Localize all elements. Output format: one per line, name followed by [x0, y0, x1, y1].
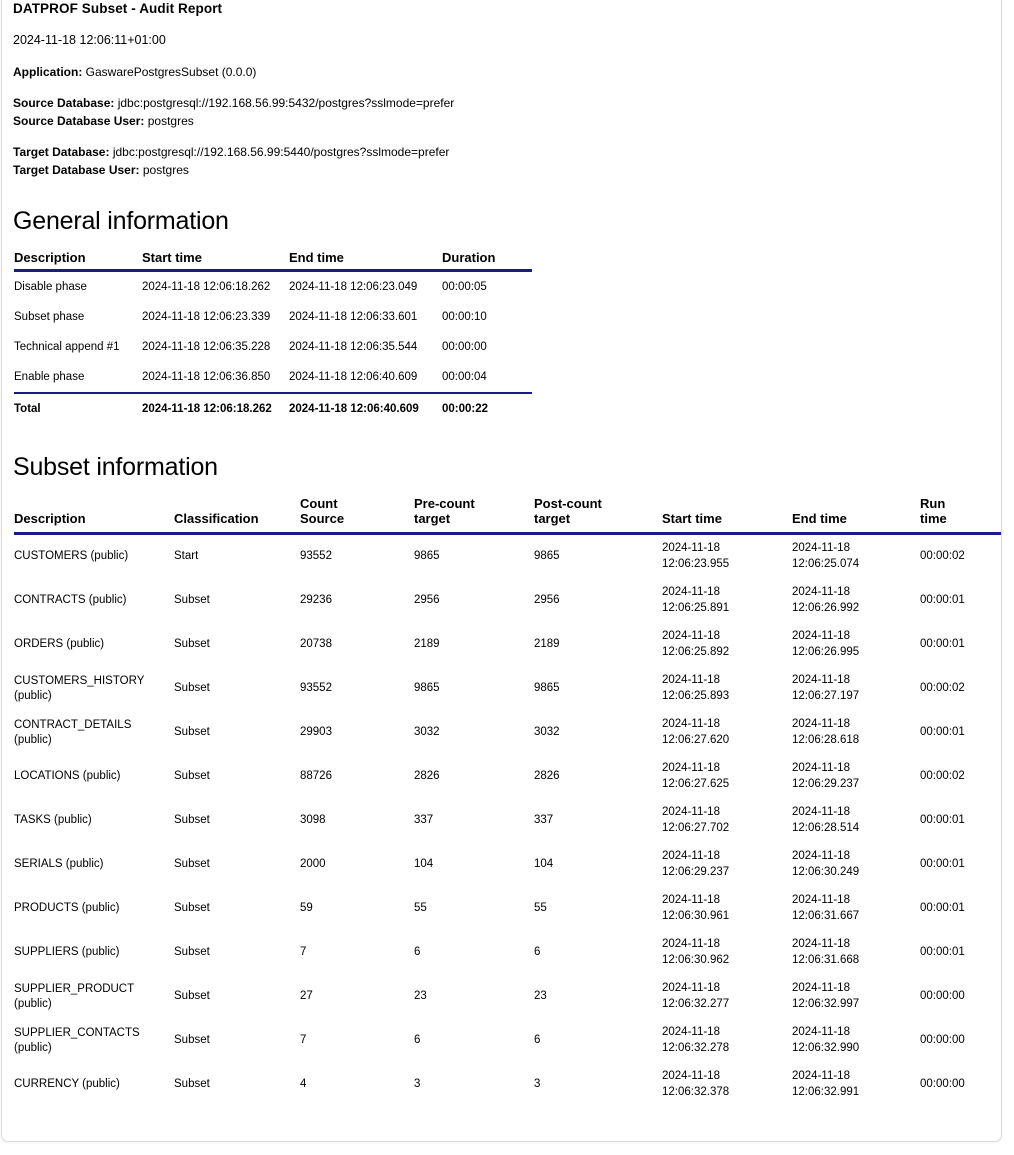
cell-description: PRODUCTS (public): [14, 902, 120, 915]
table-row: [14, 1019, 1002, 1063]
cell-description: SUPPLIERS (public): [14, 946, 120, 959]
cell-count-source: 20738: [300, 638, 332, 651]
cell-description: Total: [14, 393, 142, 425]
cell-count-source: 2000: [300, 858, 326, 871]
cell-count-source: 93552: [300, 682, 332, 695]
cell-pre-count-target: 2189: [414, 638, 440, 651]
cell-run-time: 00:00:02: [920, 682, 965, 695]
cell-description: CUSTOMERS_HISTORY (public): [14, 674, 145, 702]
source-database-info: [13, 95, 1001, 130]
subset-table-body: [14, 533, 1002, 1107]
table-row: [14, 579, 1002, 623]
column-header-run-time: Run time: [920, 496, 1002, 533]
application-label: Application:: [13, 65, 83, 80]
cell-start-time: 2024-11-18 12:06:27.702: [662, 806, 730, 834]
cell-start-time: 2024-11-18 12:06:35.228: [142, 340, 271, 353]
cell-run-time: 00:00:02: [920, 770, 965, 783]
application-info: [13, 64, 1001, 81]
target-database-label: Target Database:: [13, 145, 110, 160]
cell-end-time: 2024-11-18 12:06:25.074: [792, 542, 860, 570]
cell-run-time: 00:00:01: [920, 946, 965, 959]
cell-end-time: 2024-11-18 12:06:32.991: [792, 1070, 860, 1098]
cell-start-time: 2024-11-18 12:06:25.892: [662, 630, 730, 658]
cell-count-source: 88726: [300, 770, 332, 783]
target-database-user-value: postgres: [142, 162, 189, 177]
general-information-heading: General information: [13, 207, 229, 236]
cell-end-time: 2024-11-18 12:06:31.667: [792, 894, 860, 922]
table-row: [14, 1063, 1002, 1107]
cell-pre-count-target: 55: [414, 902, 427, 915]
table-row: [14, 799, 1002, 843]
column-header-description: Description: [14, 250, 142, 271]
cell-description: Subset phase: [14, 310, 85, 323]
source-database-user-row: [13, 113, 1001, 130]
cell-pre-count-target: 2956: [414, 594, 440, 607]
cell-end-time: 2024-11-18 12:06:32.990: [792, 1026, 860, 1054]
cell-post-count-target: 3: [534, 1078, 541, 1091]
report-body: [2, 0, 1001, 1107]
cell-description: SUPPLIER_CONTACTS (public): [14, 1026, 140, 1054]
table-row: [14, 533, 1002, 579]
cell-post-count-target: 104: [534, 858, 554, 871]
column-header-duration: Duration: [442, 250, 532, 271]
cell-description: LOCATIONS (public): [14, 770, 121, 783]
column-header-end-time: End time: [289, 250, 442, 271]
cell-count-source: 27: [300, 990, 313, 1003]
cell-description: CONTRACTS (public): [14, 594, 127, 607]
target-database-user-row: [13, 162, 1001, 179]
cell-end-time: 2024-11-18 12:06:33.601: [289, 310, 418, 323]
cell-end-time: 2024-11-18 12:06:28.514: [792, 806, 860, 834]
application-value: GaswarePostgresSubset (0.0.0): [85, 65, 257, 80]
general-table-head: [14, 250, 532, 271]
cell-run-time: 00:00:00: [920, 1034, 965, 1047]
cell-post-count-target: 6: [534, 1034, 541, 1047]
cell-run-time: 00:00:00: [920, 1078, 965, 1091]
cell-description: SUPPLIER_PRODUCT (public): [14, 982, 134, 1010]
cell-classification: Subset: [174, 990, 210, 1003]
cell-count-source: 7: [300, 1034, 307, 1047]
cell-run-time: 00:00:01: [920, 902, 965, 915]
cell-run-time: 00:00:02: [920, 550, 965, 563]
cell-count-source: 7: [300, 946, 307, 959]
cell-count-source: 29903: [300, 726, 332, 739]
source-database-row: [13, 95, 1001, 112]
cell-duration: 00:00:05: [442, 280, 487, 293]
cell-run-time: 00:00:01: [920, 594, 965, 607]
source-database-label: Source Database:: [13, 96, 115, 111]
source-database-user-label: Source Database User:: [13, 113, 145, 128]
cell-start-time: 2024-11-18 12:06:29.237: [662, 850, 730, 878]
cell-description: ORDERS (public): [14, 638, 105, 651]
cell-count-source: 59: [300, 902, 313, 915]
subset-table-header-row: [14, 496, 1002, 533]
cell-end-time: 2024-11-18 12:06:40.609: [289, 370, 418, 383]
cell-classification: Subset: [174, 682, 210, 695]
cell-duration: 00:00:10: [442, 310, 487, 323]
target-database-info: [13, 144, 1001, 179]
cell-pre-count-target: 6: [414, 946, 421, 959]
cell-start-time: 2024-11-18 12:06:25.893: [662, 674, 730, 702]
cell-pre-count-target: 337: [414, 814, 434, 827]
cell-end-time: 2024-11-18 12:06:23.049: [289, 280, 418, 293]
table-row: [14, 302, 532, 332]
column-header-classification: Classification: [174, 496, 300, 533]
subset-information-heading: Subset information: [13, 453, 218, 482]
table-row: [14, 843, 1002, 887]
cell-classification: Subset: [174, 594, 210, 607]
cell-pre-count-target: 23: [414, 990, 427, 1003]
cell-start-time: 2024-11-18 12:06:36.850: [142, 370, 271, 383]
cell-description: CONTRACT_DETAILS (public): [14, 718, 132, 746]
cell-end-time: 2024-11-18 12:06:26.995: [792, 630, 860, 658]
cell-start-time: 2024-11-18 12:06:30.962: [662, 938, 730, 966]
cell-end-time: 2024-11-18 12:06:32.997: [792, 982, 860, 1010]
table-row: [14, 623, 1002, 667]
cell-end-time: 2024-11-18 12:06:27.197: [792, 674, 860, 702]
target-database-row: [13, 144, 1001, 161]
cell-end-time: 2024-11-18 12:06:28.618: [792, 718, 860, 746]
cell-description: CURRENCY (public): [14, 1078, 120, 1091]
table-row: [14, 271, 532, 303]
cell-classification: Subset: [174, 770, 210, 783]
cell-start-time: 2024-11-18 12:06:23.339: [142, 310, 271, 323]
cell-pre-count-target: 2826: [414, 770, 440, 783]
cell-end-time: 2024-11-18 12:06:31.668: [792, 938, 860, 966]
target-database-user-label: Target Database User:: [13, 162, 140, 177]
cell-start-time: 2024-11-18 12:06:32.277: [662, 982, 730, 1010]
table-row: [14, 931, 1002, 975]
cell-start-time: 2024-11-18 12:06:25.891: [662, 586, 730, 614]
cell-description: Disable phase: [14, 280, 87, 293]
cell-end-time: 2024-11-18 12:06:30.249: [792, 850, 860, 878]
cell-duration: 00:00:04: [442, 370, 487, 383]
cell-description: TASKS (public): [14, 814, 92, 827]
cell-post-count-target: 55: [534, 902, 547, 915]
cell-post-count-target: 9865: [534, 550, 560, 563]
cell-end-time: 2024-11-18 12:06:35.544: [289, 340, 418, 353]
cell-duration: 00:00:22: [442, 393, 532, 425]
table-row-total: [14, 393, 532, 425]
cell-classification: Subset: [174, 638, 210, 651]
cell-description: SERIALS (public): [14, 858, 104, 871]
cell-post-count-target: 23: [534, 990, 547, 1003]
page-title: DATPROF Subset - Audit Report: [13, 1, 223, 16]
table-row: [14, 755, 1002, 799]
subset-information-table: [14, 496, 1002, 1107]
source-database-value: jdbc:postgresql://192.168.56.99:5432/postgres?sslmode=prefer: [117, 96, 455, 111]
cell-post-count-target: 2956: [534, 594, 560, 607]
cell-count-source: 93552: [300, 550, 332, 563]
cell-start-time: 2024-11-18 12:06:27.620: [662, 718, 730, 746]
table-row: [14, 711, 1002, 755]
column-header-start-time: Start time: [142, 250, 289, 271]
cell-end-time: 2024-11-18 12:06:40.609: [289, 393, 442, 425]
column-header-post-count-target: Post-count target: [534, 496, 662, 533]
table-row: [14, 332, 532, 362]
column-header-pre-count-target: Pre-count target: [414, 496, 534, 533]
cell-duration: 00:00:00: [442, 340, 487, 353]
cell-start-time: 2024-11-18 12:06:27.625: [662, 762, 730, 790]
general-table-header-row: [14, 250, 532, 271]
cell-description: Technical append #1: [14, 340, 120, 353]
cell-classification: Subset: [174, 946, 210, 959]
table-row: [14, 362, 532, 393]
cell-run-time: 00:00:01: [920, 858, 965, 871]
cell-classification: Subset: [174, 1034, 210, 1047]
cell-start-time: 2024-11-18 12:06:23.955: [662, 542, 730, 570]
cell-classification: Subset: [174, 1078, 210, 1091]
general-information-table: [14, 250, 532, 425]
cell-post-count-target: 337: [534, 814, 554, 827]
cell-post-count-target: 3032: [534, 726, 560, 739]
general-table-body: [14, 271, 532, 426]
subset-table-head: [14, 496, 1002, 533]
cell-count-source: 3098: [300, 814, 326, 827]
cell-pre-count-target: 3032: [414, 726, 440, 739]
cell-pre-count-target: 9865: [414, 550, 440, 563]
cell-post-count-target: 6: [534, 946, 541, 959]
table-row: [14, 887, 1002, 931]
cell-run-time: 00:00:01: [920, 726, 965, 739]
table-row: [14, 975, 1002, 1019]
cell-post-count-target: 2826: [534, 770, 560, 783]
cell-run-time: 00:00:01: [920, 638, 965, 651]
report-card: [1, 0, 1002, 1142]
cell-start-time: 2024-11-18 12:06:32.278: [662, 1026, 730, 1054]
cell-pre-count-target: 6: [414, 1034, 421, 1047]
cell-classification: Start: [174, 550, 199, 563]
cell-post-count-target: 9865: [534, 682, 560, 695]
report-timestamp: 2024-11-18 12:06:11+01:00: [13, 33, 166, 48]
table-row: [14, 667, 1002, 711]
cell-classification: Subset: [174, 814, 210, 827]
cell-pre-count-target: 3: [414, 1078, 421, 1091]
cell-run-time: 00:00:00: [920, 990, 965, 1003]
column-header-start-time: Start time: [662, 496, 792, 533]
cell-end-time: 2024-11-18 12:06:26.992: [792, 586, 860, 614]
cell-start-time: 2024-11-18 12:06:18.262: [142, 393, 289, 425]
cell-post-count-target: 2189: [534, 638, 560, 651]
cell-pre-count-target: 9865: [414, 682, 440, 695]
cell-description: Enable phase: [14, 370, 85, 383]
cell-start-time: 2024-11-18 12:06:30.961: [662, 894, 730, 922]
source-database-user-value: postgres: [147, 113, 194, 128]
cell-description: CUSTOMERS (public): [14, 550, 129, 563]
column-header-description: Description: [14, 496, 174, 533]
cell-pre-count-target: 104: [414, 858, 434, 871]
cell-classification: Subset: [174, 858, 210, 871]
cell-count-source: 4: [300, 1078, 307, 1091]
column-header-count-source: Count Source: [300, 496, 414, 533]
target-database-value: jdbc:postgresql://192.168.56.99:5440/postgres?sslmode=prefer: [112, 145, 450, 160]
cell-start-time: 2024-11-18 12:06:32.378: [662, 1070, 730, 1098]
cell-start-time: 2024-11-18 12:06:18.262: [142, 280, 271, 293]
cell-classification: Subset: [174, 902, 210, 915]
cell-run-time: 00:00:01: [920, 814, 965, 827]
cell-count-source: 29236: [300, 594, 332, 607]
cell-end-time: 2024-11-18 12:06:29.237: [792, 762, 860, 790]
column-header-end-time: End time: [792, 496, 920, 533]
cell-classification: Subset: [174, 726, 210, 739]
